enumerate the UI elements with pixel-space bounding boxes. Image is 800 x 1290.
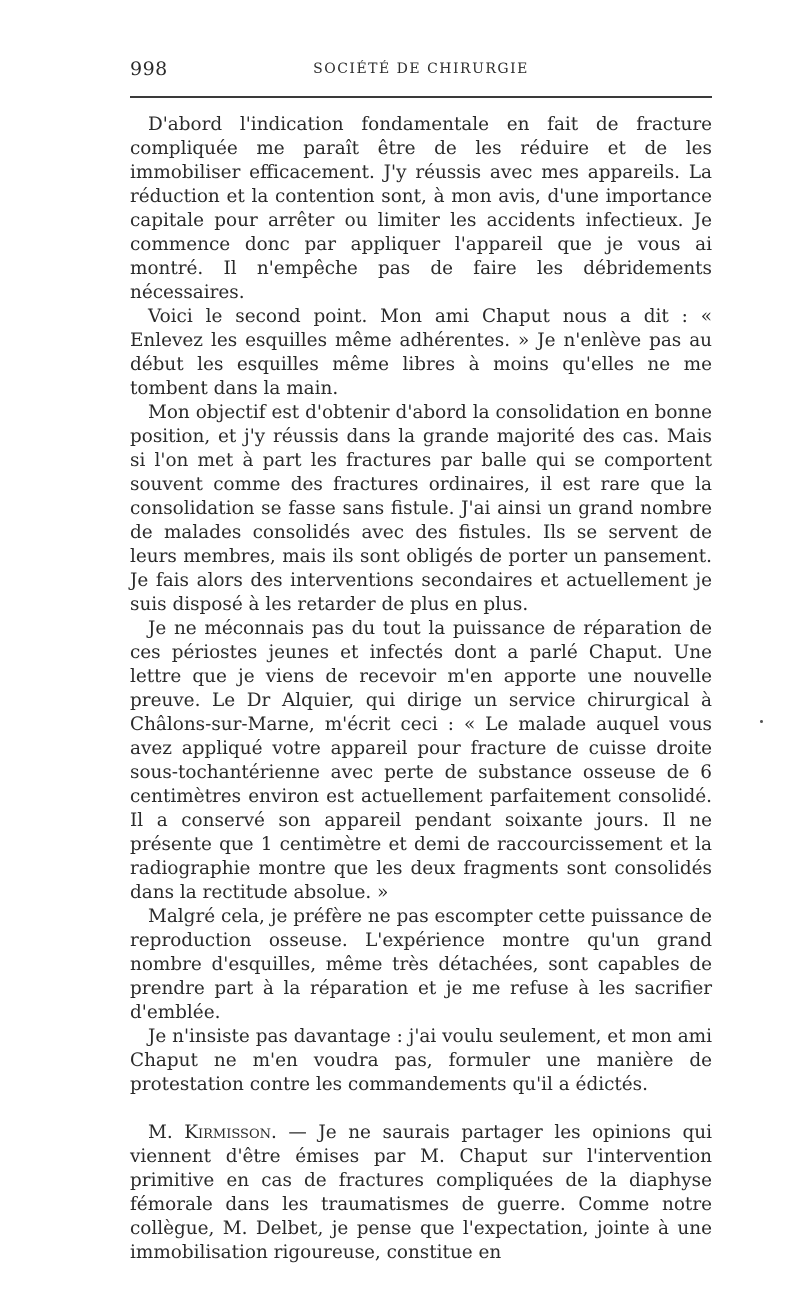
running-head: SOCIÉTÉ DE CHIRURGIE — [313, 61, 529, 77]
paragraph: Mon objectif est d'obtenir d'abord la consolidation en bonne position, et j'y réussis dans la grande majorité des cas. Mais si l'on met à part les fractures par balle qui se comportent souvent comme des fractures ordinaires, il est rare que la consolidation se fasse sans fistule. J'ai ainsi un grand nombre de malades consolidés avec des fistules. Ils se servent de leurs membres, mais ils sont obligés de porter un pansement. Je fais alors des interventions secondaires et actuellement je suis disposé à les retarder de plus en plus. — [130, 402, 712, 615]
print-speck — [760, 720, 763, 723]
paragraph: Je ne méconnais pas du tout la puissance de réparation de ces périostes jeunes et infectés dont a parlé Chaput. Une lettre que je viens de recevoir m'en apporte une nouvelle preuve. Le Dr Alquier, qui dirige un service chirurgical à Châlons-sur-Marne, m'écrit ceci : « Le malade auquel vous avez appliqué votre appareil pour fracture de cuisse droite sous-tochantérienne avec perte de substance osseuse de 6 centimètres environ est actuellement parfaitement consolidé. Il a conservé son appareil pendant soixante jours. Il ne présente que 1 centimètre et demi de raccourcissement et la radiographie montre que les deux fragments sont consolidés dans la rectitude absolue. » — [130, 618, 712, 903]
paragraph: Voici le second point. Mon ami Chaput nous a dit : « Enlevez les esquilles même adhérentes. » Je n'enlève pas au début les esquilles même libres à moins qu'elles ne me tombent dans la main. — [130, 306, 712, 399]
paragraph: Je n'insiste pas davantage : j'ai voulu seulement, et mon ami Chaput ne m'en voudra pas, formuler une manière de protestation contre les commandements qu'il a édictés. — [130, 1026, 712, 1095]
body-text — [130, 113, 712, 1265]
page-number: 998 — [130, 58, 168, 80]
paragraph: Malgré cela, je préfère ne pas escompter cette puissance de reproduction osseuse. L'expérience montre qu'un grand nombre d'esquilles, même très détachées, sont capables de prendre part à la réparation et je me refuse à les sacrifier d'emblée. — [130, 906, 712, 1023]
page-header — [130, 58, 712, 88]
speaker-paragraph — [130, 1121, 712, 1265]
speaker-text: — Je ne saurais partager les opinions qui viennent d'être émises par M. Chaput sur l'intervention primitive en cas de fractures compliquées de la diaphyse fémorale dans les traumatismes de guerre. Comme notre collègue, M. Delbet, je pense que l'expectation, jointe à une immobilisation rigoureuse, constitue en — [130, 1122, 712, 1263]
paragraph: D'abord l'indication fondamentale en fait de fracture compliquée me paraît être de les réduire et de les immobiliser efficacement. J'y réussis avec mes appareils. La réduction et la contention sont, à mon avis, d'une importance capitale pour arrêter ou limiter les accidents infectieux. Je commence donc par appliquer l'appareil que je vous ai montré. Il n'empêche pas de faire les débridements nécessaires. — [130, 114, 712, 303]
header-rule — [130, 96, 712, 98]
speaker-name: M. Kirmisson. — [148, 1122, 277, 1143]
